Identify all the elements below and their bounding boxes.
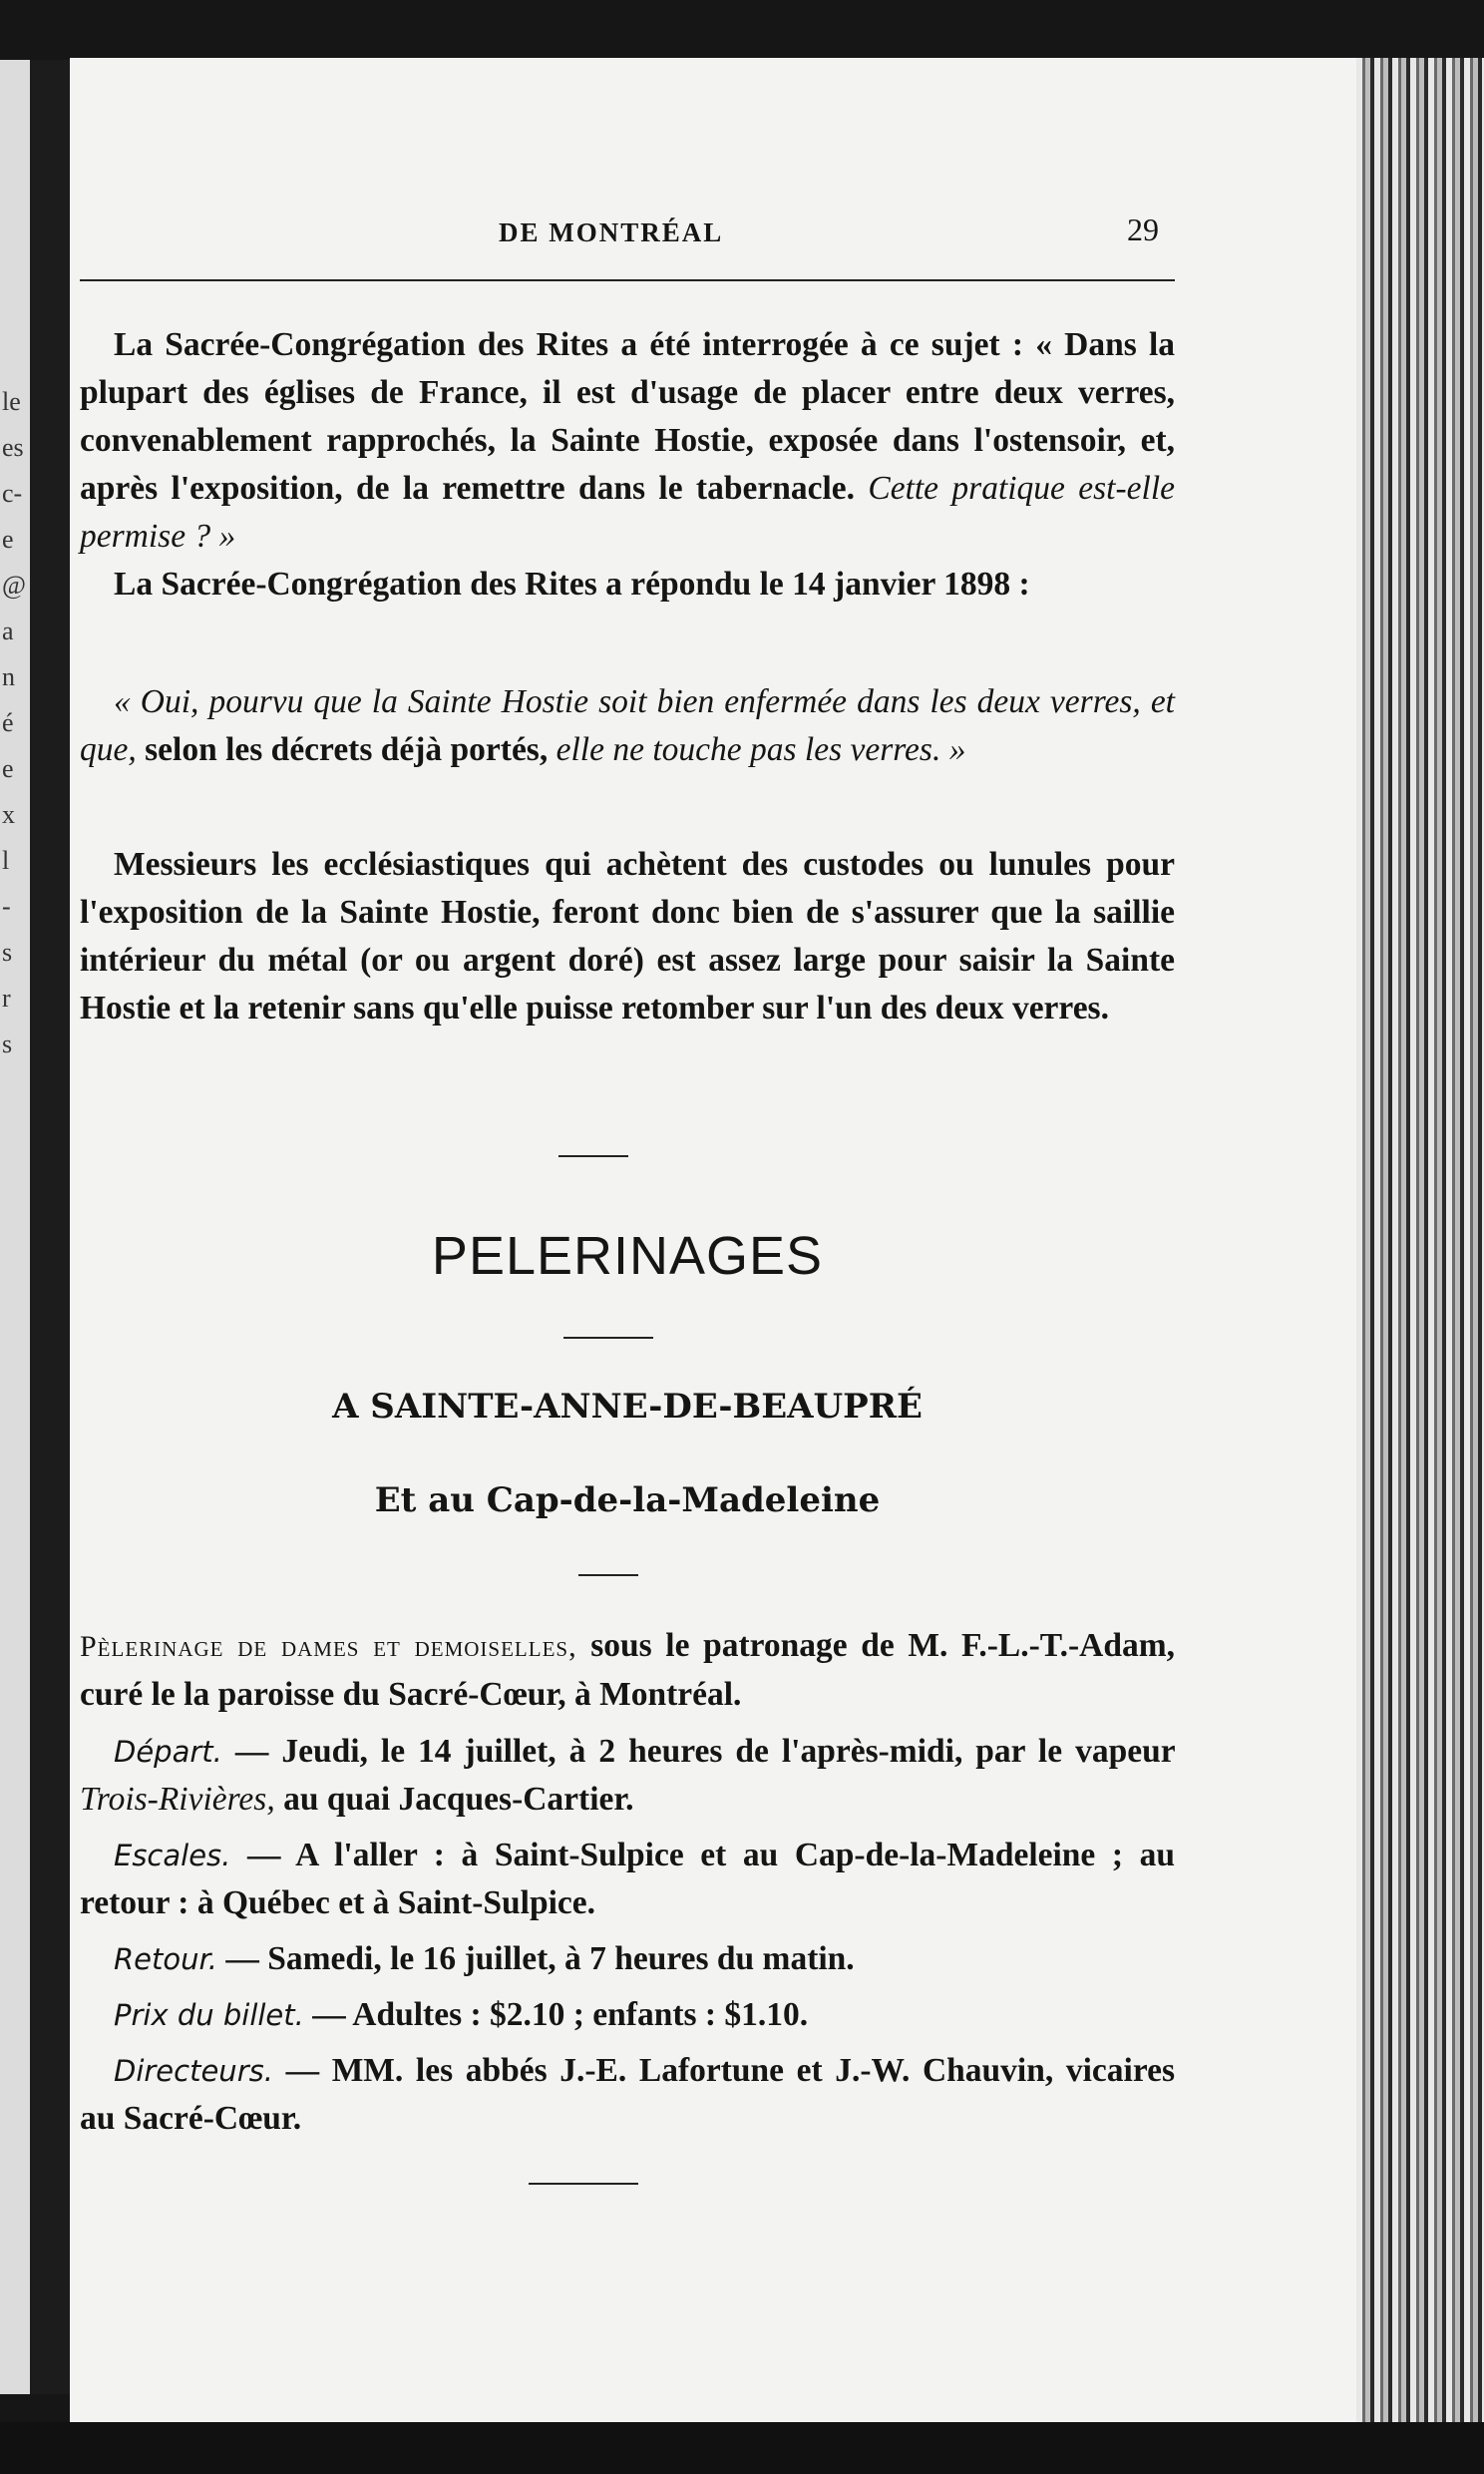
item-text: — A l'aller : à Saint-Sulpice et au Cap-de-la-Madeleine ; au retour : à Québec et à Saint-Sulpice. [80, 1837, 1175, 1921]
item-text: — Samedi, le 16 juillet, à 7 heures du matin. [225, 1940, 855, 1977]
section-subtitle: A SAINTE-ANNE-DE-BEAUPRÉ [332, 1387, 923, 1427]
item-label: Escales. [114, 1839, 231, 1872]
quote-italic: « Oui, pourvu que la Sainte Hostie soit bien enfermée dans les deux verres, et que, [80, 683, 1175, 768]
section-subtitle-2: Et au Cap-de-la-Madeleine [374, 1480, 881, 1520]
fragment: - [2, 892, 11, 921]
item-label: Prix du billet. [114, 1998, 304, 2032]
item-price [80, 1991, 1175, 2039]
header-rule [80, 279, 1175, 281]
page-stack-edges [1356, 58, 1484, 2422]
fragment: s [2, 938, 13, 967]
fragment: r [2, 984, 11, 1013]
item-italic: Trois-Rivières, [80, 1781, 275, 1818]
item-label: Retour. [114, 1942, 217, 1976]
fragment: e [2, 754, 14, 783]
page-number: 29 [1127, 211, 1159, 247]
paragraph-advice: Messieurs les ecclésiastiques qui achètent des custodes ou lunules pour l'exposition de la Sainte Hostie, feront donc bien de s'assurer que la saillie intérieur du métal (or ou argent doré) est assez large pour saisir la Sainte Hostie et la retenir sans qu'elle puisse retomber sur l'un des deux verres. [80, 846, 1175, 1027]
item-text: — MM. les abbés J.-E. Lafortune et J.-W. Chauvin, vicaires au Sacré-Cœur. [80, 2052, 1176, 2137]
item-departure [80, 1728, 1175, 1824]
quote-italic: elle ne touche pas les verres. » [556, 731, 966, 768]
item-return [80, 1935, 1175, 1983]
fragment: e [2, 525, 14, 554]
item-stops [80, 1832, 1175, 1927]
separator-rule [563, 1337, 653, 1339]
item-label: Départ. [114, 1735, 222, 1769]
pilgrimage-intro [80, 1622, 1175, 1719]
running-head: DE MONTRÉAL [499, 217, 724, 247]
fragment: a [2, 617, 14, 645]
intro-small-caps: Pèlerinage de dames et demoiselles, [80, 1630, 577, 1663]
section-title: PELERINAGES [431, 1226, 824, 1286]
fragment: @ [2, 571, 26, 600]
item-text: — Jeudi, le 14 juillet, à 2 heures de l'après-midi, par le vapeur [234, 1733, 1175, 1770]
fragment: l [2, 846, 10, 875]
paragraph-answer-intro: La Sacrée-Congrégation des Rites a répondu le 14 janvier 1898 : [114, 566, 1030, 603]
book-gutter [30, 60, 70, 2394]
fragment: le [2, 387, 21, 416]
fragment: n [2, 662, 15, 691]
paragraph-answer-quote [80, 678, 1175, 774]
separator-rule [578, 1574, 638, 1576]
bottom-shadow [0, 2422, 1484, 2474]
item-directors [80, 2047, 1175, 2143]
paragraph-text: La Sacrée-Congrégation des Rites a été interrogée à ce sujet : « Dans la plupart des églises de France, il est d'usage de placer entre deux verres, convenablement rapprochés, la Sainte Hostie, exposée dans l'ostensoir, et, après l'exposition, de la remettre dans le tabernacle. [80, 326, 1175, 507]
closing-rule [529, 2183, 638, 2185]
paragraph-italic: Cette pratique est-elle permise ? » [80, 470, 1175, 555]
intro-text: sous le patronage de M. F.-L.-T.-Adam, curé le la paroisse du Sacré-Cœur, à Montréal. [80, 1627, 1175, 1713]
item-text: — Adultes : $2.10 ; enfants : $1.10. [312, 1996, 809, 2033]
fragment: c- [2, 479, 23, 508]
item-text: au quai Jacques-Cartier. [283, 1781, 634, 1818]
paragraph-question [80, 321, 1175, 561]
separator-rule [558, 1155, 628, 1157]
fragment: s [2, 1030, 13, 1058]
facing-page-text-fragments [2, 379, 24, 1067]
facing-page-edge [0, 60, 30, 2394]
fragment: é [2, 708, 14, 737]
fragment: es [2, 433, 24, 462]
fragment: x [2, 800, 15, 829]
quote-normal: selon les décrets déjà portés, [145, 731, 549, 768]
item-label: Directeurs. [114, 2054, 273, 2088]
